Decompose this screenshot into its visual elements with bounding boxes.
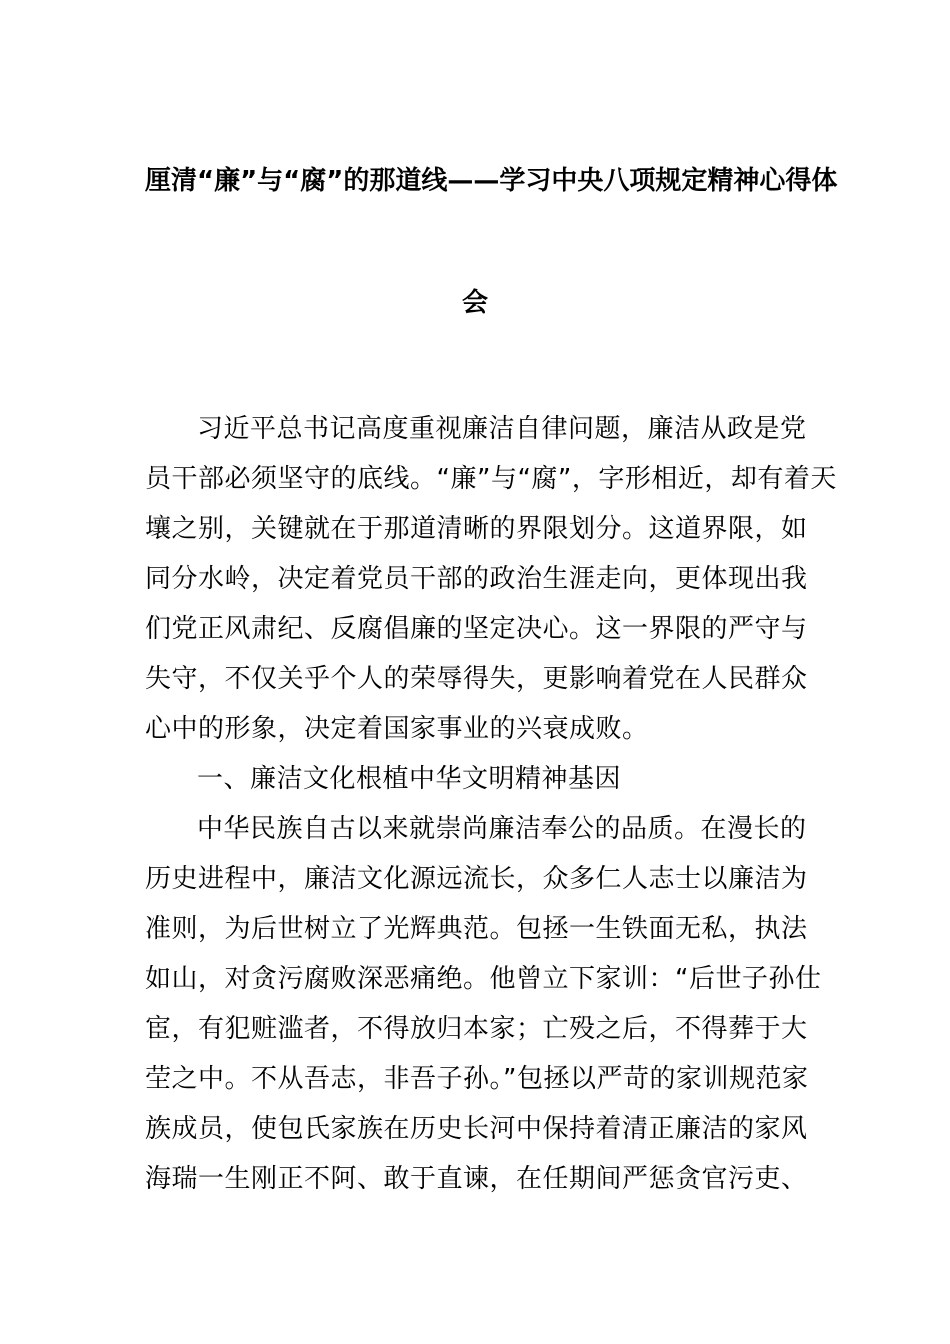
section-heading-1: 一、廉洁文化根植中华文明精神基因 <box>197 764 622 794</box>
paragraph-2-line-7: 族成员，使包氏家族在历史长河中保持着清正廉洁的家风 <box>145 1114 808 1144</box>
paragraph-2-line-4: 如山，对贪污腐败深恶痛绝。他曾立下家训：“后世子孙仕 <box>145 964 822 994</box>
paragraph-2-line-8: 海瑞一生刚正不阿、敢于直谏，在任期间严惩贪官污吏、 <box>145 1164 808 1194</box>
document-title-line-1: 厘清“廉”与“腐”的那道线——学习中央八项规定精神心得体 <box>145 166 838 196</box>
paragraph-2-line-2: 历史进程中，廉洁文化源远流长，众多仁人志士以廉洁为 <box>145 864 808 894</box>
document-title-line-2: 会 <box>461 288 488 318</box>
paragraph-1-line-2: 员干部必须坚守的底线。“廉”与“腐”，字形相近，却有着天 <box>145 464 837 494</box>
paragraph-1-line-5: 们党正风肃纪、反腐倡廉的坚定决心。这一界限的严守与 <box>145 614 808 644</box>
paragraph-1-line-6: 失守，不仅关乎个人的荣辱得失，更影响着党在人民群众 <box>145 664 808 694</box>
document-body <box>145 404 837 1204</box>
paragraph-1-line-7: 心中的形象，决定着国家事业的兴衰成败。 <box>145 714 649 744</box>
paragraph-2-line-3: 准则，为后世树立了光辉典范。包拯一生铁面无私，执法 <box>145 914 808 944</box>
paragraph-2-line-6: 茔之中。不从吾志，非吾子孙。”包拯以严苛的家训规范家 <box>145 1064 809 1094</box>
paragraph-1-line-1: 习近平总书记高度重视廉洁自律问题，廉洁从政是党 <box>197 414 807 444</box>
paragraph-1-line-3: 壤之别，关键就在于那道清晰的界限划分。这道界限，如 <box>145 514 808 544</box>
paragraph-2-line-1: 中华民族自古以来就崇尚廉洁奉公的品质。在漫长的 <box>197 814 807 844</box>
paragraph-1-line-4: 同分水岭，决定着党员干部的政治生涯走向，更体现出我 <box>145 564 808 594</box>
paragraph-2-line-5: 宦，有犯赃滥者，不得放归本家；亡殁之后，不得葬于大 <box>145 1014 808 1044</box>
